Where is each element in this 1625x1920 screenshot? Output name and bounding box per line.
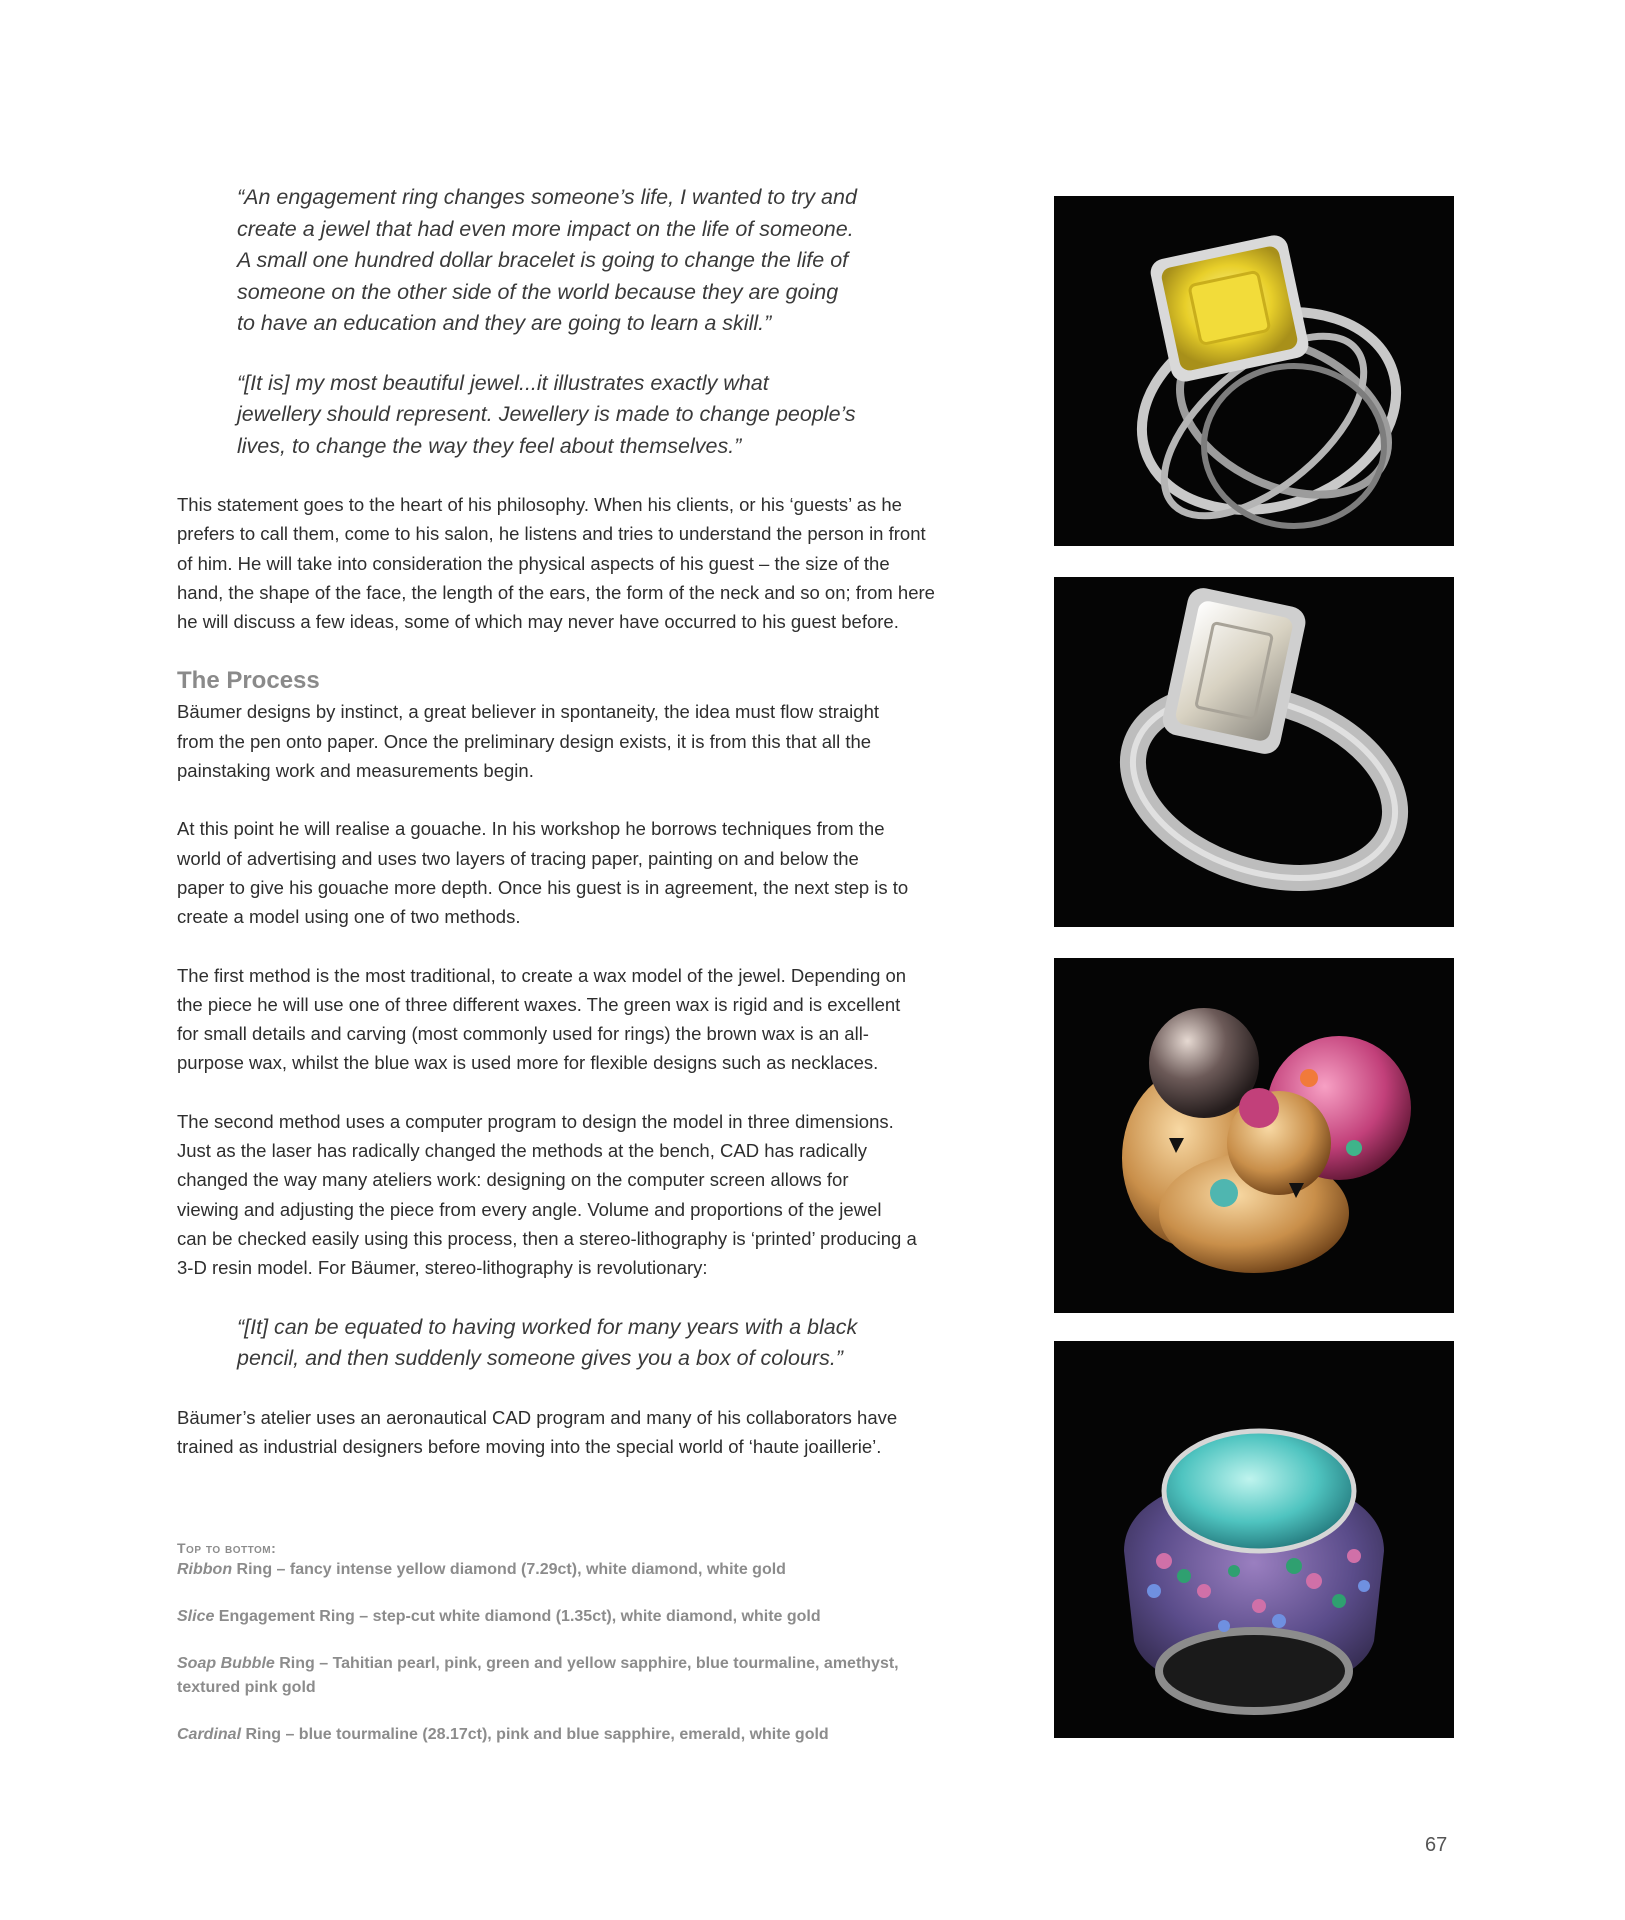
paragraph-philosophy: This statement goes to the heart of his philosophy. When his clients, or his ‘guests’ as he prefers to call them, come to his salon, he listens and tries to understand the person in front of him. He will take into consideration the physical aspects of his guest – the size of the hand, the shape of the face, the length of the ears, the form of the neck and so on; from here he will discuss a few ideas, some of which may never have occurred to his guest before.	[177, 494, 935, 633]
caption-name: Cardinal	[177, 1726, 242, 1743]
section-heading-process: The Process	[177, 667, 320, 695]
paragraph-instinct: Bäumer designs by instinct, a great believer in spontaneity, the idea must flow straight from the pen onto paper. Once the preliminary design exists, it is from this that all the painstaking work and measurements begin.	[177, 701, 879, 782]
paragraph-gouache: At this point he will realise a gouache. In his workshop he borrows techniques from the world of advertising and uses two layers of tracing paper, painting on and below the paper to give his gouache more depth. Once his guest is in agreement, the next step is to create a model using one of two methods.	[177, 818, 909, 928]
ribbon-ring-illustration	[1054, 196, 1454, 546]
main-text-column	[177, 182, 962, 1490]
photo-soap-bubble-ring	[1054, 958, 1454, 1313]
quote-engagement-ring: “An engagement ring changes someone’s life, I wanted to try and create a jewel that had even more impact on the life of someone. A small one hundred dollar bracelet is going to change the life of someone on the other side of the world because they are going to have an education and they are going to learn a skill.”	[237, 185, 857, 335]
cardinal-ring-illustration	[1054, 1341, 1454, 1738]
caption-name: Slice	[177, 1608, 215, 1625]
caption-text: Ring – fancy intense yellow diamond (7.29ct), white diamond, white gold	[232, 1561, 786, 1578]
caption-name: Ribbon	[177, 1561, 233, 1578]
paragraph-atelier: Bäumer’s atelier uses an aeronautical CAD program and many of his collaborators have trained as industrial designers before moving into the special world of ‘haute joaillerie’.	[177, 1406, 898, 1457]
caption-text: Engagement Ring – step-cut white diamond (1.35ct), white diamond, white gold	[214, 1608, 821, 1625]
caption-text: Ring – blue tourmaline (28.17ct), pink and blue sapphire, emerald, white gold	[241, 1726, 829, 1743]
caption-text: Ring – Tahitian pearl, pink, green and yellow sapphire, blue tourmaline, amethyst, textured pink gold	[177, 1655, 899, 1696]
slice-ring-illustration	[1054, 577, 1454, 927]
paragraph-cad-method: The second method uses a computer program to design the model in three dimensions. Just as the laser has radically changed the methods at the bench, CAD has radically changed the way many ateliers work: designing on the computer screen allows for viewing and adjusting the piece from every angle. Volume and proportions of the jewel can be checked easily using this process, then a stereo-lithography is ‘printed’ producing a 3-D resin model. For Bäumer, stereo-lithography is revolutionary:	[177, 1110, 917, 1279]
photo-captions	[177, 1538, 977, 1770]
photo-slice-ring	[1054, 577, 1454, 927]
quote-box-of-colours: “[It] can be equated to having worked for many years with a black pencil, and then suddenly someone gives you a box of colours.”	[237, 1314, 858, 1371]
soap-bubble-ring-illustration	[1054, 958, 1454, 1313]
quote-most-beautiful-jewel: “[It is] my most beautiful jewel...it illustrates exactly what jewellery should represent. Jewellery is made to change people’s lives, to change the way they feel about themselves.”	[237, 370, 856, 458]
photo-cardinal-ring	[1054, 1341, 1454, 1738]
captions-heading: Top to bottom:	[177, 1540, 277, 1556]
paragraph-wax-method: The first method is the most traditional, to create a wax model of the jewel. Depending on the piece he will use one of three different waxes. The green wax is rigid and is excellent for small details and carving (most commonly used for rings) the brown wax is an all- purpose wax, whilst the blue wax is used more for flexible designs such as necklaces.	[177, 964, 907, 1074]
caption-name: Soap Bubble	[177, 1655, 275, 1672]
photo-ribbon-ring	[1054, 196, 1454, 546]
caption-ribbon	[177, 1558, 977, 1582]
page-number: 67	[1425, 1834, 1448, 1856]
caption-cardinal	[177, 1723, 977, 1747]
caption-slice	[177, 1605, 977, 1629]
caption-soap-bubble	[177, 1652, 977, 1700]
